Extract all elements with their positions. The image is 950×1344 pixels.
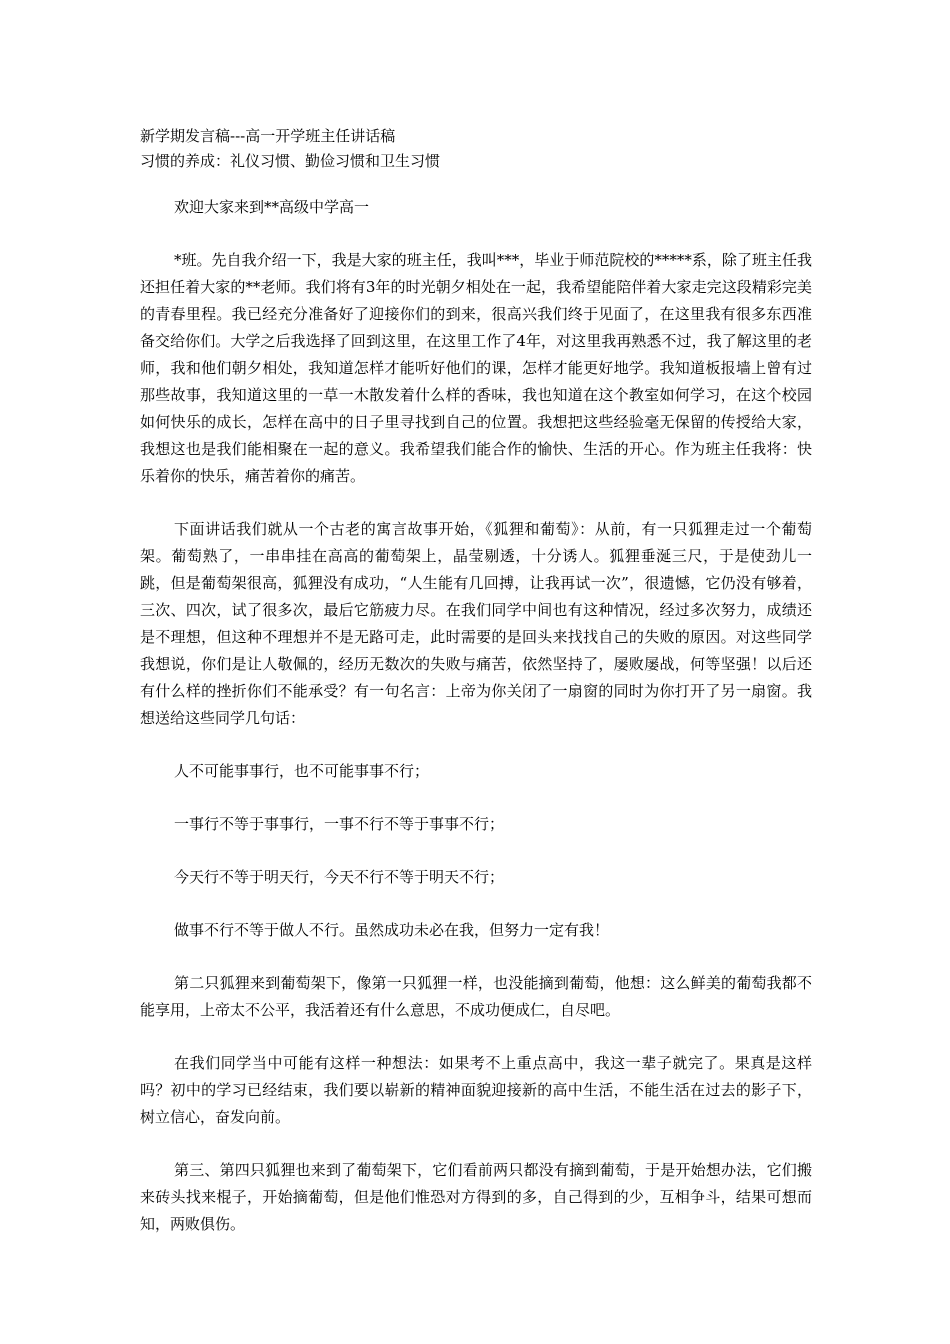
paragraph-saying-1: 人不可能事事行，也不可能事事不行； xyxy=(174,762,430,780)
document-subtitle: 习惯的养成：礼仪习惯、勤俭习惯和卫生习惯 xyxy=(140,152,441,170)
paragraph-second-fox: 第二只狐狸来到葡萄架下，像第一只狐狸一样，也没能摘到葡萄，他想：这么鲜美的葡萄我都不能享用，上帝太不公平，我活着还有什么意思，不成功便成仁，自尽吧。 xyxy=(140,974,812,1019)
spacer xyxy=(140,221,812,247)
spacer xyxy=(140,785,812,811)
paragraph-students-thought: 在我们同学当中可能有这样一种想法：如果考不上重点高中，我这一辈子就完了。果真是这样吗？初中的学习已经结束，我们要以崭新的精神面貌迎接新的高中生活，不能生活在过去的影子下，树立信心，奋发向前。 xyxy=(140,1054,812,1126)
paragraph-saying-2: 一事行不等于事事行，一事不行不等于事事不行； xyxy=(174,815,505,833)
paragraph-self-intro: *班。先自我介绍一下，我是大家的班主任，我叫***，毕业于师范院校的*****系，除了班主任我还担任着大家的**老师。我们将有3年的时光朝夕相处在一起，我希望能陪伴着大家走完这段精彩完美的青春里程。我已经充分准备好了迎接你们的到来，很高兴我们终于见面了，在这里我有很多东西准备交给你们。大学之后我选择了回到这里，在这里工作了4年，对这里我再熟悉不过，我了解这里的老师，我和他们朝夕相处，我知道怎样才能听好他们的课，怎样才能更好地学。我知道板报墙上曾有过那些故事，我知道这里的一草一木散发着什么样的香味，我也知道在这个教室如何学习，在这个校园如何快乐的成长，怎样在高中的日子里寻找到自己的位置。我想把这些经验毫无保留的传授给大家，我想这也是我们能相聚在一起的意义。我希望我们能合作的愉快、生活的开心。作为班主任我将：快乐着你的快乐，痛苦着你的痛苦。 xyxy=(140,251,812,485)
document-page xyxy=(140,124,812,1238)
paragraph-welcome: 欢迎大家来到**高级中学高一 xyxy=(174,198,370,216)
paragraph-third-fourth-fox: 第三、第四只狐狸也来到了葡萄架下，它们看前两只都没有摘到葡萄，于是开始想办法，它们搬来砖头找来棍子，开始摘葡萄，但是他们惟恐对方得到的多，自己得到的少，互相争斗，结果可想而知，两败俱伤。 xyxy=(140,1161,812,1233)
document-title: 新学期发言稿---高一开学班主任讲话稿 xyxy=(140,127,396,145)
spacer xyxy=(140,1131,812,1157)
paragraph-saying-4: 做事不行不等于做人不行。虽然成功未必在我，但努力一定有我！ xyxy=(174,921,610,939)
spacer xyxy=(140,838,812,864)
spacer xyxy=(140,1024,812,1050)
spacer xyxy=(140,174,812,194)
spacer xyxy=(140,891,812,917)
spacer xyxy=(140,490,812,516)
spacer xyxy=(140,732,812,758)
paragraph-saying-3: 今天行不等于明天行，今天不行不等于明天不行； xyxy=(174,868,505,886)
paragraph-fox-story: 下面讲话我们就从一个古老的寓言故事开始，《狐狸和葡萄》：从前，有一只狐狸走过一个葡萄架。葡萄熟了，一串串挂在高高的葡萄架上，晶莹剔透，十分诱人。狐狸垂涎三尺，于是使劲儿一跳，但是葡萄架很高，狐狸没有成功，“人生能有几回搏，让我再试一次”，很遗憾，它仍没有够着，三次、四次，试了很多次，最后它筋疲力尽。在我们同学中间也有这种情况，经过多次努力，成绩还是不理想，但这种不理想并不是无路可走，此时需要的是回头来找找自己的失败的原因。对这些同学我想说，你们是让人敬佩的，经历无数次的失败与痛苦，依然坚持了，屡败屡战，何等坚强！以后还有什么样的挫折你们不能承受？有一句名言：上帝为你关闭了一扇窗的同时为你打开了另一扇窗。我想送给这些同学几句话： xyxy=(140,520,812,727)
spacer xyxy=(140,944,812,970)
